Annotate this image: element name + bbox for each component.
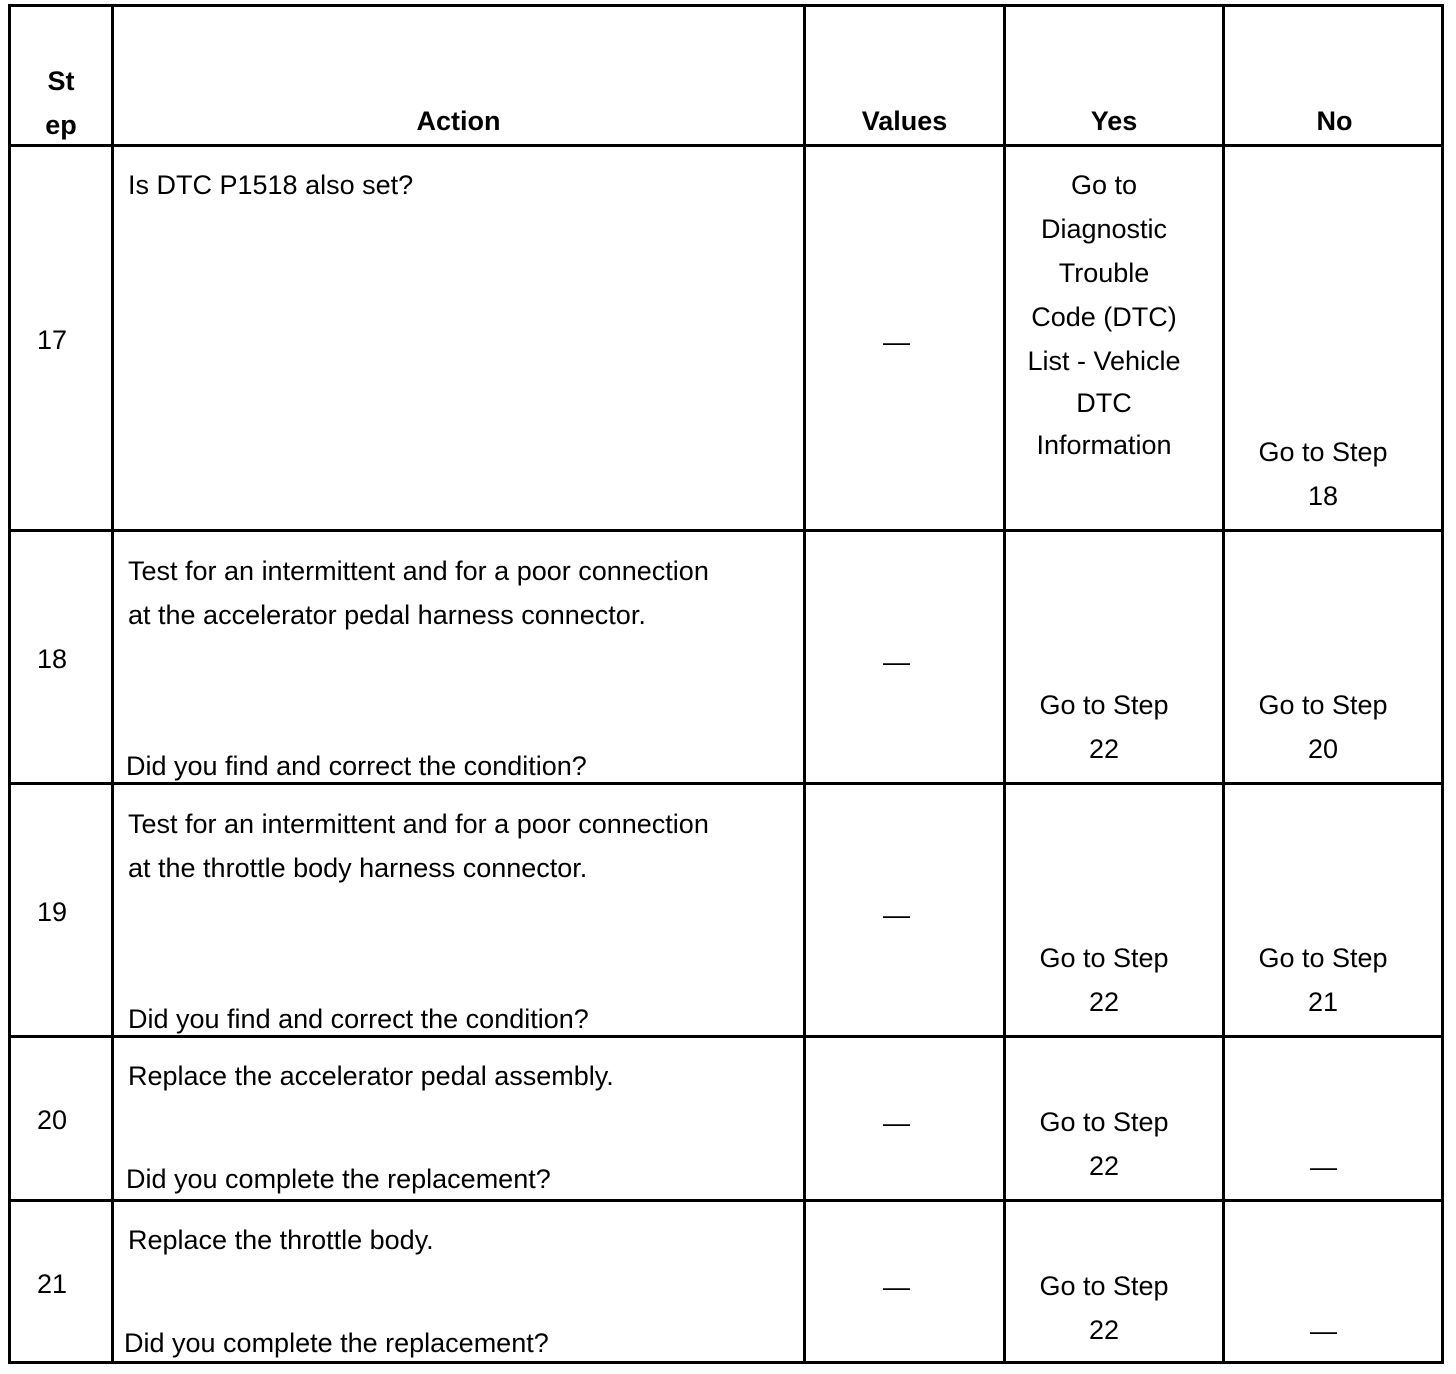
- action-text: Replace the throttle body.: [128, 1225, 434, 1255]
- no-line: 18: [1307, 481, 1339, 511]
- header-values: Values: [861, 106, 948, 136]
- action-text: Is DTC P1518 also set?: [128, 170, 414, 200]
- no-line: Go to Step: [1258, 690, 1388, 720]
- yes-cell: [1006, 1264, 1202, 1352]
- no-cell: [1225, 430, 1421, 518]
- action-question: Did you complete the replacement?: [126, 1164, 551, 1194]
- yes-line: 22: [1088, 987, 1120, 1017]
- yes-line: Go to Step: [1039, 690, 1169, 720]
- step-number: 19: [37, 897, 68, 927]
- no-cell: —: [1310, 1152, 1337, 1182]
- yes-line: 22: [1088, 1151, 1120, 1181]
- yes-line: Code (DTC): [1031, 302, 1177, 332]
- no-line: Go to Step: [1258, 943, 1388, 973]
- header-action: Action: [416, 106, 501, 136]
- step-number: 20: [37, 1105, 68, 1135]
- yes-line: Go to Step: [1039, 1107, 1169, 1137]
- yes-line: List - Vehicle: [1027, 346, 1181, 376]
- yes-cell: [1006, 163, 1202, 467]
- no-cell: [1225, 683, 1421, 771]
- row-divider: [11, 144, 1441, 147]
- header-step: [11, 59, 111, 147]
- action-question: Did you find and correct the condition?: [128, 1004, 589, 1034]
- values-cell: —: [883, 1272, 910, 1302]
- action-text: [128, 549, 709, 637]
- diagnostic-table: [8, 4, 1444, 1364]
- action-question: Did you complete the replacement?: [124, 1328, 549, 1358]
- values-cell: —: [883, 327, 910, 357]
- no-line: 21: [1307, 987, 1339, 1017]
- column-divider: [803, 7, 806, 1361]
- action-line: at the throttle body harness connector.: [128, 853, 588, 883]
- yes-cell: [1006, 683, 1202, 771]
- yes-cell: [1006, 1100, 1202, 1188]
- no-line: Go to Step: [1258, 437, 1388, 467]
- row-divider: [11, 529, 1441, 532]
- yes-line: Information: [1036, 430, 1172, 460]
- header-step-line: ep: [45, 110, 77, 140]
- action-line: at the accelerator pedal harness connector.: [128, 600, 646, 630]
- no-cell: —: [1310, 1316, 1337, 1346]
- yes-line: Go to Step: [1039, 943, 1169, 973]
- values-cell: —: [883, 647, 910, 677]
- yes-line: 22: [1088, 734, 1120, 764]
- step-number: 18: [37, 644, 68, 674]
- values-cell: —: [883, 900, 910, 930]
- step-number: 21: [37, 1269, 68, 1299]
- action-line: Test for an intermittent and for a poor connection: [128, 556, 709, 586]
- yes-line: 22: [1088, 1315, 1120, 1345]
- column-divider: [111, 7, 114, 1361]
- header-yes: Yes: [1090, 106, 1138, 136]
- no-line: 20: [1307, 734, 1339, 764]
- yes-line: Trouble: [1058, 258, 1150, 288]
- yes-line: DTC: [1076, 388, 1132, 418]
- action-line: Test for an intermittent and for a poor connection: [128, 809, 709, 839]
- action-text: [128, 802, 709, 890]
- yes-line: Go to Step: [1039, 1271, 1169, 1301]
- header-step-line: St: [47, 66, 75, 96]
- action-question: Did you find and correct the condition?: [126, 751, 587, 781]
- action-text: Replace the accelerator pedal assembly.: [128, 1061, 614, 1091]
- yes-cell: [1006, 936, 1202, 1024]
- step-number: 17: [37, 325, 68, 355]
- yes-line: Go to: [1070, 170, 1138, 200]
- header-no: No: [1316, 106, 1353, 136]
- no-cell: [1225, 936, 1421, 1024]
- values-cell: —: [883, 1108, 910, 1138]
- yes-line: Diagnostic: [1040, 214, 1168, 244]
